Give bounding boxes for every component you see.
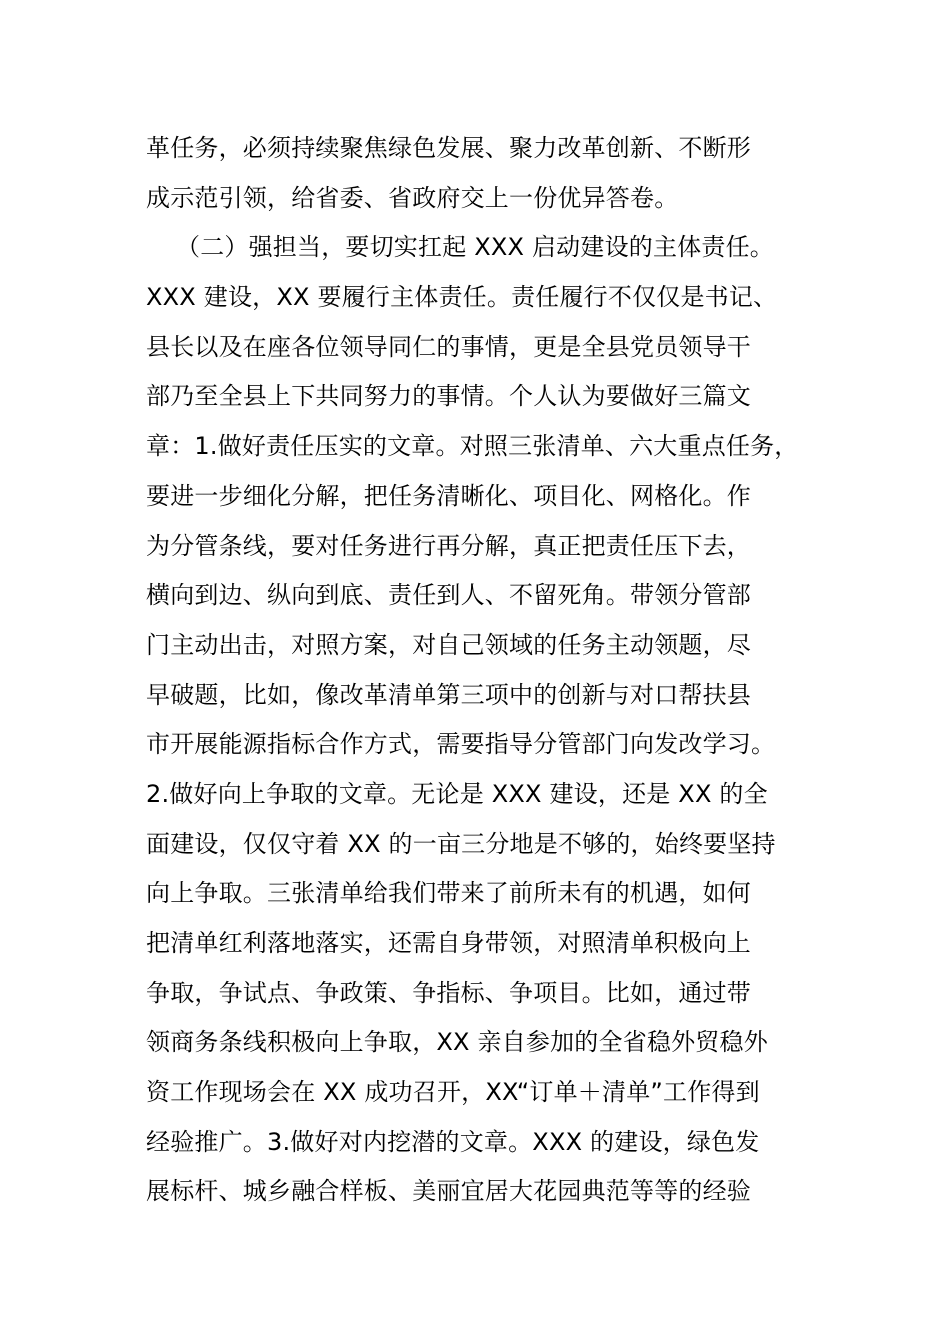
text-line: XXX 建设，XX 要履行主体责任。责任履行不仅仅是书记、 (146, 283, 778, 312)
section-heading-line: （二）强担当，要切实扛起 XXX 启动建设的主体责任。 (176, 233, 774, 262)
text-line: 门主动出击，对照方案，对自己领域的任务主动领题，尽 (146, 630, 751, 659)
body-text (146, 124, 846, 1217)
text-line: 展标杆、城乡融合样板、美丽宜居大花园典范等等的经验 (146, 1177, 751, 1206)
text-line: 把清单红利落地落实，还需自身带领，对照清单积极向上 (146, 929, 751, 957)
text-line: 要进一步细化分解，把任务清晰化、项目化、网格化。作 (146, 481, 751, 510)
text-line: 2.做好向上争取的文章。无论是 XXX 建设，还是 XX 的全 (146, 779, 768, 808)
text-line: 领商务条线积极向上争取，XX 亲自参加的全省稳外贸稳外 (146, 1028, 768, 1057)
text-line: 早破题，比如，像改革清单第三项中的创新与对口帮扶县 (146, 680, 751, 709)
text-line: 革任务，必须持续聚焦绿色发展、聚力改革创新、不断形 (146, 134, 751, 162)
text-line: 县长以及在座各位领导同仁的事情，更是全县党员领导干 (146, 332, 751, 361)
text-line: 部乃至全县上下共同努力的事情。个人认为要做好三篇文 (146, 382, 751, 411)
text-line: 章：1.做好责任压实的文章。对照三张清单、六大重点任务， (146, 432, 799, 461)
text-line: 向上争取。三张清单给我们带来了前所未有的机遇，如何 (146, 879, 751, 908)
text-line: 资工作现场会在 XX 成功召开，XX“订单＋清单”工作得到 (146, 1078, 760, 1107)
text-line: 面建设，仅仅守着 XX 的一亩三分地是不够的，始终要坚持 (146, 829, 776, 858)
text-line: 经验推广。3.做好对内挖潜的文章。XXX 的建设，绿色发 (146, 1127, 760, 1156)
text-line: 成示范引领，给省委、省政府交上一份优异答卷。 (146, 183, 679, 212)
text-line: 市开展能源指标合作方式，需要指导分管部门向发改学习。 (146, 730, 776, 759)
text-line: 横向到边、纵向到底、责任到人、不留死角。带领分管部 (146, 581, 751, 610)
text-line: 争取，争试点、争政策、争指标、争项目。比如，通过带 (146, 978, 751, 1007)
text-line: 为分管条线，要对任务进行再分解，真正把责任压下去， (146, 531, 751, 560)
